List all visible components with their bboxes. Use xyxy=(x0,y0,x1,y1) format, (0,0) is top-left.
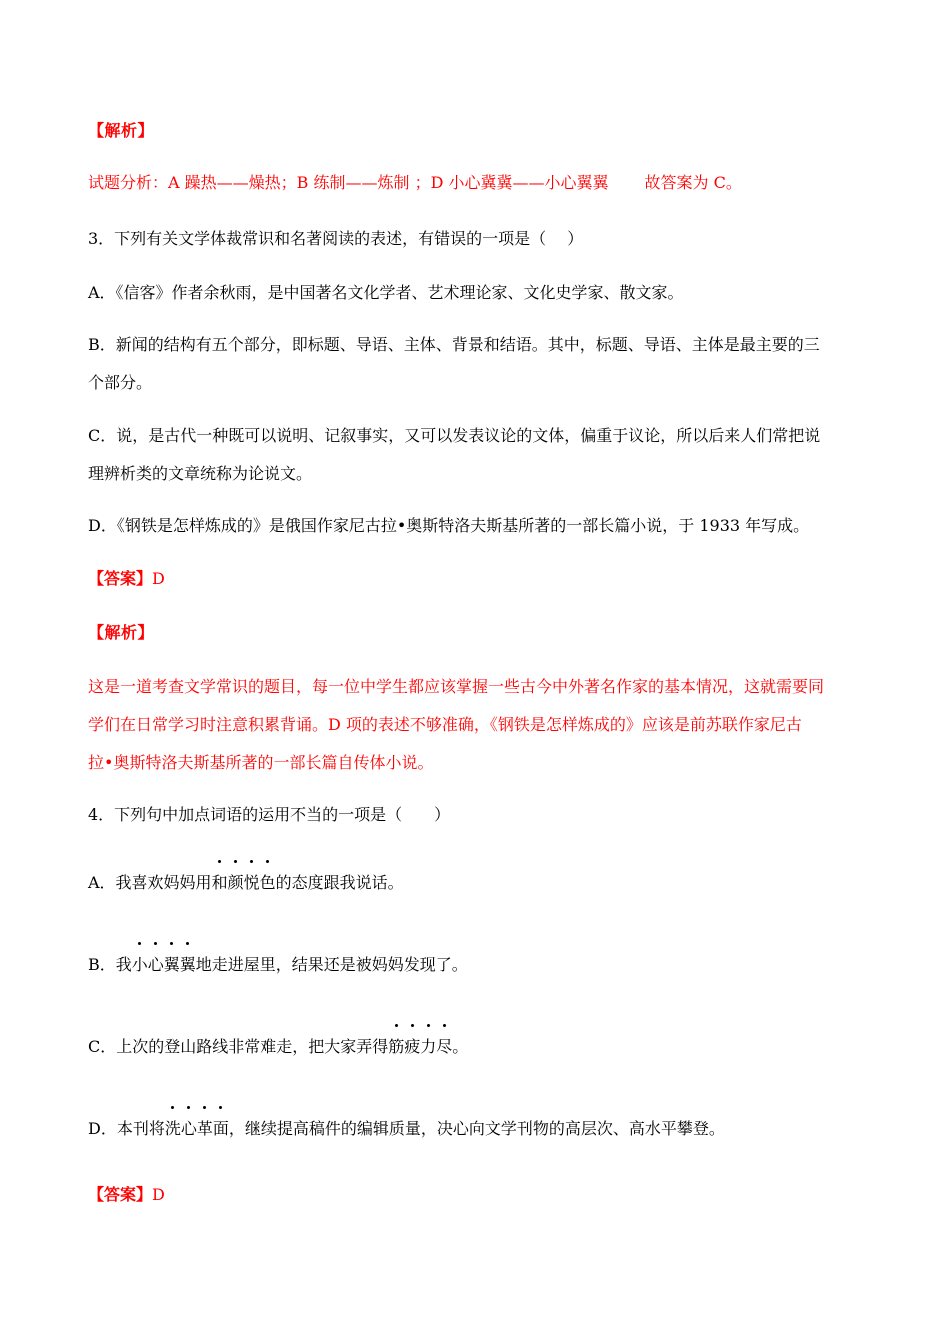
question-3-option-d: D．《钢铁是怎样炼成的》是俄国作家尼古拉•奥斯特洛夫斯基所著的一部长篇小说，于 1933 年写成。 xyxy=(88,516,810,535)
question-3-option-c-line2: 理辨析类的文章统称为论说文。 xyxy=(88,464,313,483)
dotted-phrase-text: 筋疲力尽 xyxy=(388,1037,453,1056)
answer-value: D xyxy=(152,569,165,588)
dotted-phrase xyxy=(212,872,276,894)
question-3-analysis-line1: 这是一道考查文学常识的题目，每一位中学生都应该掌握一些古今中外著名作家的基本情况，这就需要同 xyxy=(88,677,825,696)
option-text-after: 的态度跟我说话。 xyxy=(275,873,404,892)
option-text-after: 。 xyxy=(452,1037,469,1056)
option-text-before: A．我喜欢妈妈用 xyxy=(88,873,212,892)
option-text-before: C．上次的登山路线非常难走，把大家弄得 xyxy=(88,1037,389,1056)
option-text-before: B．我 xyxy=(88,955,132,974)
question-4-answer xyxy=(88,1184,165,1206)
dotted-phrase xyxy=(388,1036,452,1058)
answer-value: D xyxy=(152,1185,165,1204)
dotted-phrase xyxy=(132,954,196,976)
question-3-option-c-line1: C．说，是古代一种既可以说明、记叙事实，又可以发表议论的文体，偏重于议论，所以后来人们常把说 xyxy=(88,426,821,445)
option-text-after: 地走进屋里，结果还是被妈妈发现了。 xyxy=(195,955,468,974)
analysis-label: 【解析】 xyxy=(88,121,155,140)
analysis-body: 试题分析：A 躁热——燥热；B 练制——炼制 ；D 小心冀冀——小心翼翼 xyxy=(88,173,609,192)
analysis-conclusion: 故答案为 C。 xyxy=(644,173,742,192)
question-4-option-a xyxy=(88,872,404,894)
question-3-option-a: A．《信客》作者余秋雨，是中国著名文化学者、艺术理论家、文化史学家、散文家。 xyxy=(88,283,684,302)
question-3-analysis-line3: 拉•奥斯特洛夫斯基所著的一部长篇自传体小说。 xyxy=(88,753,434,772)
question-3-stem: 3．下列有关文学体裁常识和名著阅读的表述，有错误的一项是（ ） xyxy=(88,229,584,248)
question-3-option-b-line2: 个部分。 xyxy=(88,373,153,392)
emphasis-dots xyxy=(212,860,276,868)
answer-label: 【答案】 xyxy=(88,1185,153,1204)
answer-label: 【答案】 xyxy=(88,569,153,588)
analysis-text xyxy=(88,172,742,194)
question-4-option-c xyxy=(88,1036,468,1058)
question-3-analysis-label: 【解析】 xyxy=(88,623,155,642)
dotted-phrase-text: 小心翼翼 xyxy=(131,955,196,974)
emphasis-dots xyxy=(165,1106,229,1114)
question-3-analysis-line2: 学们在日常学习时注意积累背诵。D 项的表述不够准确，《钢铁是怎样炼成的》应该是前苏联作家尼古 xyxy=(88,715,802,734)
dotted-phrase-text: 洗心革面 xyxy=(164,1119,229,1138)
question-4-option-d xyxy=(88,1118,725,1140)
option-text-after: ，继续提高稿件的编辑质量，决心向文学刊物的高层次、高水平攀登。 xyxy=(228,1119,725,1138)
dotted-phrase-text: 和颜悦色 xyxy=(211,873,276,892)
emphasis-dots xyxy=(132,942,196,950)
emphasis-dots xyxy=(388,1024,452,1032)
question-4-option-b xyxy=(88,954,468,976)
question-3-answer xyxy=(88,568,165,590)
question-3-option-b-line1: B．新闻的结构有五个部分，即标题、导语、主体、背景和结语。其中，标题、导语、主体是最主要的三 xyxy=(88,335,820,354)
option-text-before: D．本刊将 xyxy=(88,1119,165,1138)
dotted-phrase xyxy=(165,1118,229,1140)
question-4-stem: 4．下列句中加点词语的运用不当的一项是（ ） xyxy=(88,805,451,824)
